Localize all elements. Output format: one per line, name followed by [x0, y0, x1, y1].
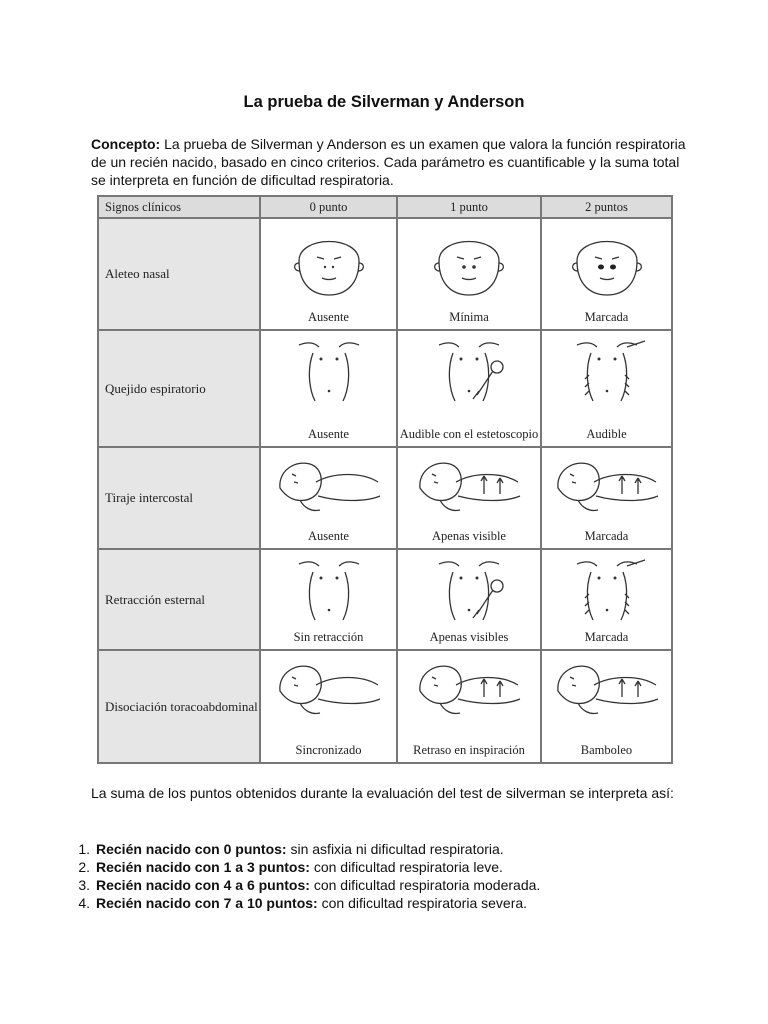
header-2-points: 2 puntos — [541, 196, 672, 218]
score-caption: Mínima — [449, 310, 489, 324]
score-cell — [397, 650, 541, 763]
score-cell — [260, 650, 397, 763]
infant-side-illustration — [542, 448, 671, 520]
criteria-item — [60, 858, 700, 876]
score-caption: Marcada — [584, 310, 629, 324]
infant-chest-illustration — [261, 331, 396, 409]
criteria-text — [96, 876, 540, 894]
score-caption: Ausente — [308, 529, 349, 543]
infant-chest-illustration — [398, 550, 540, 628]
score-cell — [541, 330, 672, 447]
score-cell — [260, 447, 397, 549]
clinical-sign-label: Aleteo nasal — [98, 218, 260, 330]
criteria-bold: Recién nacido con 4 a 6 puntos: — [96, 877, 310, 893]
intro-text: La prueba de Silverman y Anderson es un examen que valora la función respiratoria de un recién nacido, basado en cinco criterios. Cada parámetro es cuantificable y la suma total se interpreta en función de dificultad respiratoria. — [91, 136, 686, 188]
criteria-item — [60, 840, 700, 858]
infant-face-illustration — [398, 219, 540, 301]
infant-face-illustration — [261, 219, 396, 301]
table-header-row — [98, 196, 672, 218]
score-cell — [260, 330, 397, 447]
clinical-sign-label: Disociación toracoabdominal — [98, 650, 260, 763]
score-caption: Apenas visibles — [429, 630, 509, 644]
score-caption: Marcada — [584, 630, 629, 644]
infant-chest-illustration — [398, 331, 540, 409]
criteria-desc: con dificultad respiratoria severa. — [317, 895, 528, 911]
page-title: La prueba de Silverman y Anderson — [243, 93, 525, 111]
criteria-number: 3. — [78, 877, 90, 893]
criteria-bold: Recién nacido con 1 a 3 puntos: — [96, 859, 310, 875]
criteria-item — [60, 894, 700, 912]
infant-side-illustration — [542, 651, 671, 723]
score-cell — [541, 218, 672, 330]
criteria-list — [60, 840, 700, 912]
criteria-text — [96, 858, 503, 876]
clinical-sign-label: Quejido espiratorio — [98, 330, 260, 447]
table-row — [98, 330, 672, 447]
silverman-table — [97, 195, 673, 764]
criteria-desc: con dificultad respiratoria moderada. — [309, 877, 541, 893]
infant-chest-illustration — [261, 550, 396, 628]
criteria-text — [96, 894, 527, 912]
infant-face-illustration — [542, 219, 671, 301]
criteria-number: 4. — [78, 895, 90, 911]
intro-paragraph — [91, 135, 691, 189]
criteria-number: 2. — [78, 859, 90, 875]
infant-side-illustration — [398, 448, 540, 520]
score-caption: Ausente — [308, 310, 349, 324]
infant-chest-illustration — [542, 550, 671, 628]
criteria-desc: sin asfixia ni dificultad respiratoria. — [286, 841, 504, 857]
score-cell — [260, 549, 397, 650]
score-cell — [397, 447, 541, 549]
table-row — [98, 549, 672, 650]
score-cell — [541, 650, 672, 763]
criteria-item — [60, 876, 700, 894]
criteria-text — [96, 840, 504, 858]
criteria-bold: Recién nacido con 0 puntos: — [96, 841, 287, 857]
intro-label: Concepto: — [91, 136, 161, 152]
table-row — [98, 218, 672, 330]
score-caption: Sin retracción — [293, 630, 364, 644]
score-cell — [541, 549, 672, 650]
header-1-point: 1 punto — [397, 196, 541, 218]
score-caption: Ausente — [308, 427, 349, 441]
infant-side-illustration — [261, 448, 396, 520]
clinical-sign-label: Tiraje intercostal — [98, 447, 260, 549]
clinical-sign-label: Retracción esternal — [98, 549, 260, 650]
score-cell — [397, 549, 541, 650]
score-cell — [541, 447, 672, 549]
score-caption: Audible — [586, 427, 627, 441]
outro-paragraph: La suma de los puntos obtenidos durante la evaluación del test de silverman se interpreta así: — [91, 785, 674, 801]
header-0-points: 0 punto — [260, 196, 397, 218]
header-signs: Signos clínicos — [98, 196, 260, 218]
score-caption: Bamboleo — [580, 743, 633, 757]
score-caption: Marcada — [584, 529, 629, 543]
score-cell — [397, 218, 541, 330]
table-row — [98, 447, 672, 549]
infant-side-illustration — [398, 651, 540, 723]
score-cell — [260, 218, 397, 330]
score-caption: Sincronizado — [295, 743, 362, 757]
table-row — [98, 650, 672, 763]
score-cell — [397, 330, 541, 447]
criteria-bold: Recién nacido con 7 a 10 puntos: — [96, 895, 318, 911]
infant-side-illustration — [261, 651, 396, 723]
score-caption: Apenas visible — [432, 529, 506, 543]
infant-chest-illustration — [542, 331, 671, 409]
score-caption: Retraso en inspiración — [413, 743, 525, 757]
criteria-desc: con dificultad respiratoria leve. — [309, 859, 503, 875]
criteria-number: 1. — [78, 841, 90, 857]
score-caption: Audible con el estetoscopio — [399, 427, 539, 441]
